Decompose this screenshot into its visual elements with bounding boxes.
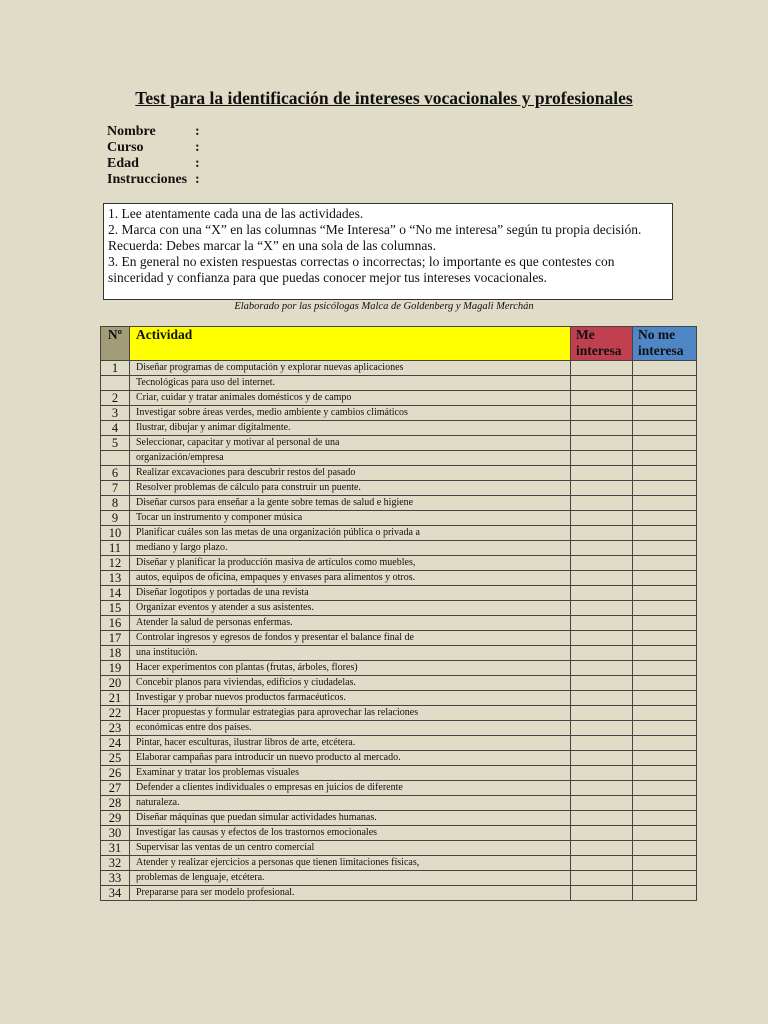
no-me-interesa-checkbox[interactable] [633,811,697,826]
row-number: 33 [101,871,130,886]
table-row [101,361,697,376]
table-row [101,451,697,466]
me-interesa-checkbox[interactable] [571,721,633,736]
me-interesa-checkbox[interactable] [571,421,633,436]
table-row [101,541,697,556]
activity-text: autos, equipos de oficina, empaques y envases para alimentos y otros. [130,571,571,586]
table-row [101,661,697,676]
me-interesa-checkbox[interactable] [571,541,633,556]
row-number: 7 [101,481,130,496]
activity-text: Ilustrar, dibujar y animar digitalmente. [130,421,571,436]
row-number: 29 [101,811,130,826]
no-me-interesa-checkbox[interactable] [633,736,697,751]
activity-text: Atender la salud de personas enfermas. [130,616,571,631]
row-number: 15 [101,601,130,616]
table-row [101,526,697,541]
me-interesa-checkbox[interactable] [571,451,633,466]
me-interesa-checkbox[interactable] [571,481,633,496]
activity-text: problemas de lenguaje, etcétera. [130,871,571,886]
table-row [101,841,697,856]
no-me-interesa-checkbox[interactable] [633,796,697,811]
row-number: 31 [101,841,130,856]
activity-text: Diseñar logotipos y portadas de una revista [130,586,571,601]
no-me-interesa-checkbox[interactable] [633,586,697,601]
row-number: 13 [101,571,130,586]
activity-text: Tocar un instrumento y componer música [130,511,571,526]
activity-text: Atender y realizar ejercicios a personas que tienen limitaciones físicas, [130,856,571,871]
no-me-interesa-checkbox[interactable] [633,871,697,886]
activity-text: Diseñar y planificar la producción masiva de artículos como muebles, [130,556,571,571]
me-interesa-checkbox[interactable] [571,466,633,481]
table-row [101,571,697,586]
row-number: 1 [101,361,130,376]
me-interesa-checkbox[interactable] [571,646,633,661]
row-number: 2 [101,391,130,406]
no-me-interesa-checkbox[interactable] [633,631,697,646]
no-me-interesa-checkbox[interactable] [633,841,697,856]
row-number: 28 [101,796,130,811]
field-colon: : [195,124,200,139]
activity-text: Examinar y tratar los problemas visuales [130,766,571,781]
instruction-line: sinceridad y confianza para que puedas conocer mejor tus intereses vocacionales. [108,270,547,285]
row-number: 10 [101,526,130,541]
table-row [101,796,697,811]
no-me-interesa-checkbox[interactable] [633,571,697,586]
header-number: Nº [101,327,130,361]
me-interesa-checkbox[interactable] [571,841,633,856]
me-interesa-checkbox[interactable] [571,736,633,751]
no-me-interesa-checkbox[interactable] [633,511,697,526]
table-row [101,721,697,736]
activity-text: Prepararse para ser modelo profesional. [130,886,571,901]
row-number: 34 [101,886,130,901]
table-row [101,631,697,646]
me-interesa-checkbox[interactable] [571,796,633,811]
activity-text: económicas entre dos países. [130,721,571,736]
table-row [101,481,697,496]
no-me-interesa-checkbox[interactable] [633,526,697,541]
no-me-interesa-checkbox[interactable] [633,406,697,421]
me-interesa-checkbox[interactable] [571,496,633,511]
row-number: 11 [101,541,130,556]
me-interesa-checkbox[interactable] [571,436,633,451]
activities-table [100,326,697,901]
row-number: 3 [101,406,130,421]
table-row [101,766,697,781]
row-number: 18 [101,646,130,661]
row-number: 32 [101,856,130,871]
row-number: 6 [101,466,130,481]
no-me-interesa-checkbox[interactable] [633,556,697,571]
table-row [101,421,697,436]
table-row [101,751,697,766]
no-me-interesa-checkbox[interactable] [633,751,697,766]
me-interesa-checkbox[interactable] [571,856,633,871]
me-interesa-checkbox[interactable] [571,871,633,886]
activity-text: Concebir planos para viviendas, edificios y ciudadelas. [130,676,571,691]
field-edad[interactable] [107,156,200,172]
row-number: 5 [101,436,130,451]
no-me-interesa-checkbox[interactable] [633,706,697,721]
me-interesa-checkbox[interactable] [571,616,633,631]
activity-text: Diseñar programas de computación y explorar nuevas aplicaciones [130,361,571,376]
no-me-interesa-checkbox[interactable] [633,721,697,736]
instruction-line: 3. En general no existen respuestas correctas o incorrectas; lo importante es que contestes con [108,254,615,269]
row-number: 30 [101,826,130,841]
table-row [101,706,697,721]
table-row [101,676,697,691]
table-row [101,586,697,601]
me-interesa-checkbox[interactable] [571,556,633,571]
table-row [101,601,697,616]
student-fields [107,124,200,188]
row-number: 25 [101,751,130,766]
activity-text: Criar, cuidar y tratar animales domésticos y de campo [130,391,571,406]
me-interesa-checkbox[interactable] [571,691,633,706]
row-number: 24 [101,736,130,751]
me-interesa-checkbox[interactable] [571,631,633,646]
row-number: 19 [101,661,130,676]
table-row [101,616,697,631]
table-row [101,466,697,481]
activity-text: Realizar excavaciones para descubrir restos del pasado [130,466,571,481]
header-me-interesa: Me interesa [571,327,633,361]
me-interesa-checkbox[interactable] [571,526,633,541]
no-me-interesa-checkbox[interactable] [633,856,697,871]
table-row [101,811,697,826]
row-number: 9 [101,511,130,526]
no-me-interesa-checkbox[interactable] [633,481,697,496]
me-interesa-checkbox[interactable] [571,391,633,406]
instructions-box [103,203,673,300]
table-row [101,736,697,751]
activity-text: Pintar, hacer esculturas, ilustrar libros de arte, etcétera. [130,736,571,751]
instruction-line: 2. Marca con una “X” en las columnas “Me Interesa” o “No me interesa” según tu propia decisión. [108,222,642,237]
table-row [101,691,697,706]
field-label: Edad [107,156,139,171]
no-me-interesa-checkbox[interactable] [633,541,697,556]
me-interesa-checkbox[interactable] [571,766,633,781]
me-interesa-checkbox[interactable] [571,811,633,826]
field-colon: : [195,140,200,155]
table-row [101,646,697,661]
activity-text: Defender a clientes individuales o empresas en juicios de diferente [130,781,571,796]
row-number: 14 [101,586,130,601]
row-number: 17 [101,631,130,646]
table-row [101,496,697,511]
activity-text: una institución. [130,646,571,661]
header-activity: Actividad [130,327,571,361]
no-me-interesa-checkbox[interactable] [633,391,697,406]
activity-text: Diseñar cursos para enseñar a la gente sobre temas de salud e higiene [130,496,571,511]
me-interesa-checkbox[interactable] [571,511,633,526]
table-row [101,406,697,421]
no-me-interesa-checkbox[interactable] [633,451,697,466]
field-nombre[interactable] [107,124,200,140]
no-me-interesa-checkbox[interactable] [633,421,697,436]
row-number: 27 [101,781,130,796]
me-interesa-checkbox[interactable] [571,826,633,841]
me-interesa-checkbox[interactable] [571,406,633,421]
me-interesa-checkbox[interactable] [571,601,633,616]
me-interesa-checkbox[interactable] [571,886,633,901]
instruction-line: Recuerda: Debes marcar la “X” en una sola de las columnas. [108,238,436,253]
row-number: 21 [101,691,130,706]
row-number: 22 [101,706,130,721]
me-interesa-checkbox[interactable] [571,571,633,586]
table-row [101,856,697,871]
field-colon: : [195,172,200,187]
no-me-interesa-checkbox[interactable] [633,766,697,781]
table-row [101,886,697,901]
row-number: 20 [101,676,130,691]
table-row [101,781,697,796]
me-interesa-checkbox[interactable] [571,706,633,721]
table-row [101,556,697,571]
row-number: 4 [101,421,130,436]
row-number [101,451,130,466]
table-row [101,376,697,391]
table-row [101,511,697,526]
no-me-interesa-checkbox[interactable] [633,826,697,841]
activity-text: Investigar las causas y efectos de los trastornos emocionales [130,826,571,841]
activity-text: mediano y largo plazo. [130,541,571,556]
field-curso[interactable] [107,140,200,156]
no-me-interesa-checkbox[interactable] [633,616,697,631]
field-label: Instrucciones [107,172,188,187]
activity-text: Planificar cuáles son las metas de una organización pública o privada a [130,526,571,541]
instruction-line: 1. Lee atentamente cada una de las actividades. [108,206,364,221]
no-me-interesa-checkbox[interactable] [633,691,697,706]
no-me-interesa-checkbox[interactable] [633,361,697,376]
activity-text: Resolver problemas de cálculo para construir un puente. [130,481,571,496]
row-number: 12 [101,556,130,571]
row-number: 26 [101,766,130,781]
me-interesa-checkbox[interactable] [571,661,633,676]
table-row [101,391,697,406]
page-title: Test para la identificación de intereses vocacionales y profesionales [135,88,633,108]
activity-text: Controlar ingresos y egresos de fondos y presentar el balance final de [130,631,571,646]
field-label: Curso [107,140,144,155]
table-header-row [101,327,697,361]
activity-text: Diseñar máquinas que puedan simular actividades humanas. [130,811,571,826]
activity-text: Tecnológicas para uso del internet. [130,376,571,391]
me-interesa-checkbox[interactable] [571,361,633,376]
row-number: 8 [101,496,130,511]
activity-text: Supervisar las ventas de un centro comercial [130,841,571,856]
header-no-me-interesa: No me interesa [633,327,697,361]
row-number [101,376,130,391]
no-me-interesa-checkbox[interactable] [633,886,697,901]
no-me-interesa-checkbox[interactable] [633,781,697,796]
no-me-interesa-checkbox[interactable] [633,676,697,691]
no-me-interesa-checkbox[interactable] [633,661,697,676]
activity-text: Hacer experimentos con plantas (frutas, árboles, flores) [130,661,571,676]
field-instrucciones [107,172,200,188]
me-interesa-checkbox[interactable] [571,586,633,601]
table-row [101,871,697,886]
table-body [101,361,697,901]
activity-text: Elaborar campañas para introducir un nuevo producto al mercado. [130,751,571,766]
table-row [101,826,697,841]
row-number: 16 [101,616,130,631]
no-me-interesa-checkbox[interactable] [633,496,697,511]
activity-text: Investigar y probar nuevos productos farmacéuticos. [130,691,571,706]
credit-note: Elaborado por las psicólogas Malca de Goldenberg y Magali Merchán [234,301,534,312]
no-me-interesa-checkbox[interactable] [633,376,697,391]
activity-text: organización/empresa [130,451,571,466]
activity-text: naturaleza. [130,796,571,811]
table-row [101,436,697,451]
field-label: Nombre [107,124,156,139]
no-me-interesa-checkbox[interactable] [633,436,697,451]
row-number: 23 [101,721,130,736]
no-me-interesa-checkbox[interactable] [633,646,697,661]
activity-text: Investigar sobre áreas verdes, medio ambiente y cambios climáticos [130,406,571,421]
me-interesa-checkbox[interactable] [571,676,633,691]
me-interesa-checkbox[interactable] [571,781,633,796]
no-me-interesa-checkbox[interactable] [633,601,697,616]
activity-text: Hacer propuestas y formular estrategias para aprovechar las relaciones [130,706,571,721]
field-colon: : [195,156,200,171]
activity-text: Seleccionar, capacitar y motivar al personal de una [130,436,571,451]
no-me-interesa-checkbox[interactable] [633,466,697,481]
me-interesa-checkbox[interactable] [571,751,633,766]
me-interesa-checkbox[interactable] [571,376,633,391]
activity-text: Organizar eventos y atender a sus asistentes. [130,601,571,616]
